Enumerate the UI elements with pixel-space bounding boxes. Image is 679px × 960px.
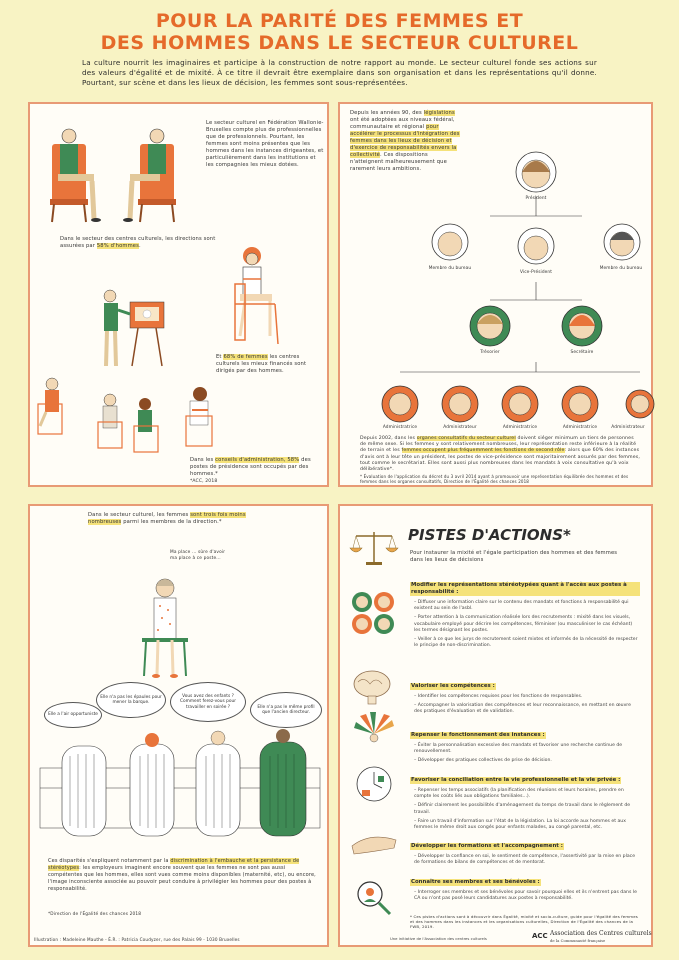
panel3-hl-trois-fois: sont trois fois moins nombreuses: [88, 512, 246, 525]
section-heading: Modifier les représentations stéréotypées quant à l'accès aux postes à responsabilité :: [410, 582, 640, 596]
panel2-text-organes: [360, 436, 640, 473]
panel1-text-c-pre: Et: [216, 354, 222, 360]
section-conciliation: [410, 766, 640, 831]
section-item: – Veiller à ce que les jurys de recrutement soient mixtes et informés de la nécessité de respecter le principe de non-discrimination.: [414, 637, 638, 649]
section-item: – Identifier les compétences requises pour les fonctions de responsables.: [414, 694, 583, 699]
section-item: – Accompagner la valorisation des compétences et leur reconnaissance, en mettant en œuvre des pratiques d'évaluation et de validation.: [414, 703, 631, 715]
panel2-text-a-mid: ont été adoptées aux niveaux fédéral, communautaire et régional: [350, 117, 455, 130]
section-representations: [410, 578, 640, 649]
label-membre-bureau-1: Membre du bureau: [428, 266, 472, 271]
label-tresorier: Trésorier: [480, 350, 500, 355]
label-admin-5: Administrateur: [611, 425, 645, 430]
panel3-note: *Direction de l'Égalité des chances 2018: [48, 912, 142, 917]
panel2-hl-objective: pour accélérer le processus d'intégration des femmes dans les lieux de décision et d'exercice de responsabilités envers la collectivité: [350, 124, 460, 158]
panel2-hl-legislations: législations: [423, 110, 455, 116]
section-item: – Faire un travail d'information sur l'état de la législation. La loi accorde aux hommes et aux femmes le même droit aux congés pour enfants malades, au congé parental, etc.: [414, 818, 626, 831]
panel3-thought: Ma place ... sûre d'avoir ma place à ce poste...: [170, 550, 226, 561]
presenter-illustration: [104, 290, 164, 366]
panel2-text-b-mid: doivent siéger minimum un tiers de personnes de même sexe. Si les femmes y sont relativement nombreuses, leur représentation reste inférieure à la réalité de terrain et les: [360, 436, 637, 454]
brain-icon: [354, 671, 390, 704]
panel1-text-c-post: les centres culturels les mieux financés sont dirigés par des hommes.: [216, 354, 307, 374]
panel1-text-funding: [216, 354, 320, 375]
section-heading: Développer les formations et l'accompagnement :: [411, 843, 563, 849]
panel2-hl-organes: organes consultatifs du secteur culturel: [416, 436, 516, 441]
acc-logo: ACC: [532, 932, 548, 940]
label-secretaire: Secrétaire: [570, 350, 594, 355]
speech-bubble-2: Elle n'a pas les épaules pour mener la barque.: [96, 682, 166, 718]
section-heading: Valoriser les compétences :: [411, 683, 495, 689]
section-heading: Repenser le fonctionnement des instances :: [411, 732, 545, 738]
section-item: – Repenser les temps associatifs (la planification des réunions et leurs horaires, prendre en compte les coûts liés aux obligations familiales...).: [414, 788, 624, 800]
section-item: – Éviter la personnalisation excessive des mandats et favoriser une recherche continue de renouvellement.: [414, 743, 623, 755]
panel-pistes-actions: [338, 504, 653, 947]
panel2-text-a-post: . Ces dispositions n'atteignent malheureusement que rarement leurs ambitions.: [350, 152, 447, 172]
speech-bubble-3: Vous avez des enfants ? Comment ferez-vous pour travailler en soirée ?: [170, 682, 246, 722]
seated-men-illustration: [50, 129, 176, 222]
section-item: – Porter attention à la communication réalisée lors des recrutements : mixité dans les visuels, vocabulaire employé pour décrire les compétences, féminiser (ou masculiniser le cas échéant) les termes désignant les postes.: [414, 615, 633, 633]
footer-org-sub: de la Communauté française: [550, 938, 606, 943]
title-line-2: DES HOMMES DANS LE SECTEUR CULTUREL: [100, 32, 579, 54]
panel2-text-b-post: : alors que 60% des instances d'avis ont à leur tête un président, les postes de vice-présidence sont majoritairement assurés par des femmes, tout comme le secrétariat. Elles sont aussi plus nombreuses dans les mandats à voix consultative qu'à voix délibérative*.: [360, 448, 641, 473]
section-formations: [410, 832, 640, 866]
panel3-credit: Illustration : Madeleine Mauthe - É.R. : Patricia Coudyzer, rue des Palais 99 - 1030 Bruxelles: [34, 937, 240, 942]
hands-icon: [354, 712, 394, 742]
org-chart-illustration: [340, 104, 655, 489]
magnifier-icon: [358, 882, 390, 914]
panel2-text-a-pre: Depuis les années 90, des: [350, 110, 422, 116]
handshake-icon: [352, 837, 396, 854]
faces-icon: [352, 592, 394, 634]
jury-illustration: [40, 729, 320, 836]
section-item: – Interroger ses membres et ses bénévoles pour savoir pourquoi elles et ils n'entrent pas dans le CA ou n'ont pas posé leurs candidatures aux postes à responsabilité.: [414, 890, 637, 902]
label-admin-3: Administratrice: [502, 425, 538, 430]
label-admin-2: Administrateur: [443, 425, 477, 430]
section-item: – Développer des pratiques collectives de prise de décision.: [414, 758, 552, 764]
panel1-stat-58-men: 58% d'hommes: [96, 243, 140, 249]
panel-direction-centres: [28, 102, 329, 487]
panel3-hl-discrimination: discrimination à l'embauche et la persistance de stéréotypes: [48, 858, 300, 871]
panel3-text-b-post: : les employeurs imaginent encore souvent que les femmes ne sont pas aussi compétentes que les hommes, elles sont vues comme moins disponibles (maternité, etc), ou encore, l'image inconsciente associée au pouvoir peut conduire à privilégier les hommes pour des postes à responsabilité.: [48, 865, 316, 892]
label-president: Président: [525, 196, 547, 201]
panel-discrimination: [28, 504, 329, 947]
panel1-text-direction: [60, 236, 220, 250]
pistes-title: PISTES D'ACTIONS*: [408, 526, 571, 544]
footer-initiative: Une initiative de l'Association des centres culturels: [390, 936, 487, 941]
speech-bubble-1: Elle a l'air opportuniste: [44, 702, 102, 728]
scales-icon: [350, 532, 398, 565]
footer-org-name: Association des Centres culturels: [550, 930, 652, 937]
seated-woman-illustration: [235, 247, 278, 344]
clock-icon: [357, 767, 391, 801]
panel1-note: *ACC, 2018: [190, 479, 218, 484]
panel3-text-a-post: parmi les membres de la direction.*: [123, 519, 222, 525]
panel1-text-b-post: .: [139, 243, 141, 249]
section-item: – Définir clairement les possibilités d'aménagement du temps de travail dans le règlement de travail.: [414, 803, 631, 815]
speech-bubble-4: Elle n'a pas le même profil que l'ancien directeur.: [250, 692, 322, 728]
panel1-text-b-pre: Dans le secteur des centres culturels, les directions sont assurées par: [60, 236, 216, 249]
pistes-subtitle: Pour instaurer la mixité et l'égale participation des hommes et des femmes dans les lieux de décisions: [410, 550, 618, 563]
panel2-text-b-pre: Depuis 2002, dans les: [360, 436, 416, 441]
label-admin-1: Administratrice: [382, 425, 418, 430]
label-admin-4: Administratrice: [562, 425, 598, 430]
section-item: – Diffuser une information claire sur le contenu des mandats et fonctions à responsabilité qui existent au sein de l'asbl.: [414, 600, 629, 612]
page-title: [0, 10, 679, 54]
section-item: – Développer la confiance en soi, le sentiment de compétence, l'assertivité par la mise en place de formations de bilans de compétences et de mentorat.: [414, 854, 636, 866]
panel3-text-b-pre: Ces disparités s'expliquent notamment par la: [48, 858, 169, 864]
section-heading: Favoriser la conciliation entre la vie professionnelle et la vie privée :: [411, 777, 621, 783]
panel1-text-intro: Le secteur culturel en Fédération Wallonie-Bruxelles compte plus de professionnelles que de professionnels. Pourtant, les femmes sont moins présentes que les hommes dans les instances dirigeantes, et particulièrement dans les institutions et les compagnies les mieux dotées.: [206, 120, 324, 168]
panel3-text-disparities: [48, 858, 316, 893]
section-heading: Connaître ses membres et ses bénévoles :: [411, 879, 540, 885]
panel2-note: * Évaluation de l'application du décret du 3 avril 2014 ayant à promouvoir une représentation équilibrée des hommes et des femmes dans les organes consultatifs, Direction de l'Égalité des chances 2018: [360, 474, 629, 484]
panel-legislation: [338, 102, 653, 487]
panel1-text-d-post: des postes de présidence sont occupés par des hommes.*: [190, 457, 311, 477]
panel1-text-d-pre: Dans les: [190, 457, 214, 463]
panel1-stat-ca: conseils d'administration, 58%: [215, 457, 300, 463]
panel3-text-a-pre: Dans le secteur culturel, les femmes: [88, 512, 189, 518]
label-vice-president: Vice-Président: [519, 270, 553, 275]
panel1-stat-68-women: 68% de femmes: [223, 354, 268, 360]
section-competences: [410, 672, 640, 716]
panel1-text-ca: [190, 457, 320, 478]
panel2-hl-second-role: femmes occupent plus fréquemment les fonctions de second rôle: [401, 448, 565, 454]
audience-illustration: [38, 378, 212, 452]
pistes-note: * Ces pistes d'actions sont à découvrir dans Égalité, mixité et socio-culture, guide pour l'égalité des femmes et des hommes dans les instances et les organisations culturelles, Direction de l'Égalité des chances de la FWB, 2019.: [410, 914, 638, 929]
label-membre-bureau-2: Membre du bureau: [599, 266, 643, 271]
intro-text: La culture nourrit les imaginaires et participe à la construction de notre rapport au monde. Le secteur culturel fonde ses actions sur des valeurs d'égalité et de mixité. À ce titre il devrait être exemplaire dans son organisation et dans les représentations qu'il donne. Pourtant, sur scène et dans les lieux de décision, les femmes sont sous-représentées.: [82, 58, 597, 87]
candidate-illustration: [142, 579, 188, 678]
section-membres: [410, 868, 640, 902]
title-line-1: POUR LA PARITÉ DES FEMMES ET: [155, 10, 524, 32]
section-instances: [410, 721, 640, 765]
